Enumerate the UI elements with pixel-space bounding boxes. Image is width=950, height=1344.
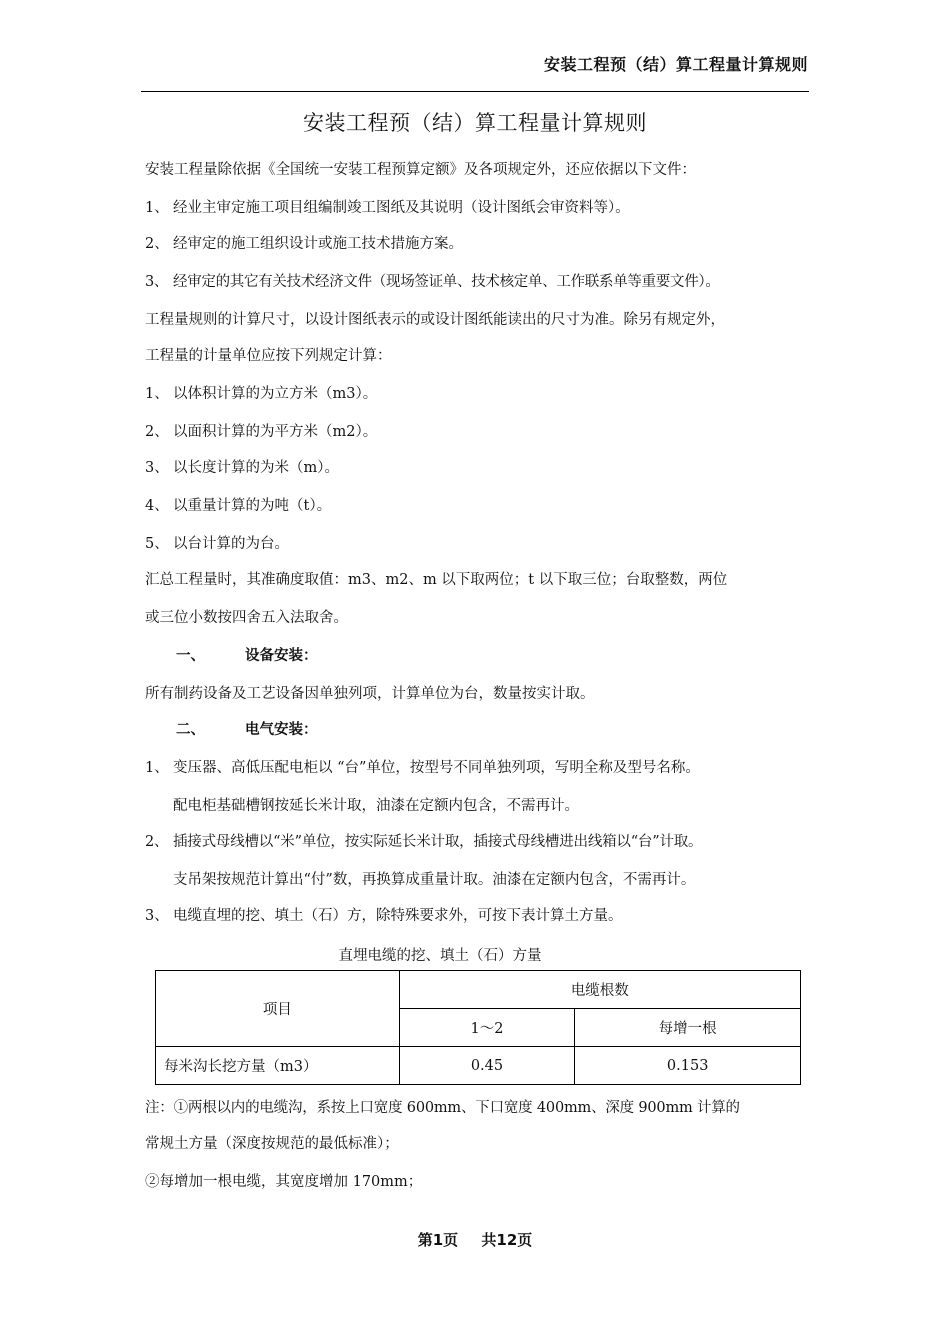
list-text: 以面积计算的为平方米（m2）。 [173,424,378,440]
list-number: 5、 [145,536,169,552]
list-text: 变压器、高低压配电柜以 “台”单位，按型号不同单独列项，写明全称及型号名称。 [173,760,700,776]
list-number: 2、 [145,236,169,252]
table-header-item: 项目 [156,971,400,1047]
list-item [145,272,720,292]
list-number: 3、 [145,908,169,924]
list-text: 经审定的施工组织设计或施工技术措施方案。 [173,236,463,252]
list-text: 经审定的其它有关技术经济文件（现场签证单、技术核定单、工作联系单等重要文件）。 [173,274,720,290]
header-divider [141,91,809,92]
section-heading: 电气安装： [245,722,318,738]
table-header-group: 电缆根数 [399,971,800,1009]
table-row [156,1047,801,1085]
section-heading: 设备安装： [245,648,318,664]
unit-item [145,534,289,554]
page-footer [0,1229,950,1250]
unit-item [145,458,339,478]
list-number: 2、 [145,424,169,440]
list-text: 经业主审定施工项目组编制竣工图纸及其说明（设计图纸会审资料等）。 [173,200,630,216]
section-paragraph: 所有制药设备及工艺设备因单独列项，计算单位为台，数量按实计取。 [145,686,595,702]
list-item [145,758,700,778]
list-number: 3、 [145,460,169,476]
document-title: 安装工程预（结）算工程量计算规则 [303,111,647,135]
table-cell: 0.45 [399,1047,575,1085]
list-item [145,906,623,926]
list-item [145,198,630,218]
list-number: 1、 [145,760,169,776]
unit-item [145,384,377,404]
rules-paragraph: 工程量规则的计算尺寸，以设计图纸表示的或设计图纸能读出的尺寸为准。除另有规定外， [145,312,725,328]
list-number: 1、 [145,200,169,216]
list-item-cont: 支吊架按规范计算出“付”数，再换算成重量计取。油漆在定额内包含，不需再计。 [173,872,696,888]
section-number: 一、 [176,648,205,664]
page-number: 第1页 [417,1231,459,1249]
cable-excavation-table [155,970,801,1085]
unit-item [145,422,377,442]
list-number: 2、 [145,834,169,850]
list-number: 1、 [145,386,169,402]
running-header-title: 安装工程预（结）算工程量计算规则 [543,55,808,74]
table-cell: 0.153 [575,1047,801,1085]
page-total: 共12页 [481,1231,533,1249]
table-subheader: 1～2 [399,1009,575,1047]
table-row-label: 每米沟长挖方量（m3） [156,1047,400,1085]
list-number: 4、 [145,498,169,514]
list-item [145,234,463,254]
table-caption: 直埋电缆的挖、填土（石）方量 [338,948,542,964]
list-item [145,832,702,852]
intro-paragraph: 安装工程量除依据《全国统一安装工程预算定额》及各项规定外，还应依据以下文件： [145,162,696,178]
note-line: ②每增加一根电缆，其宽度增加 170mm； [145,1174,423,1190]
section-number: 二、 [176,722,205,738]
note-line: 注：①两根以内的电缆沟，系按上口宽度 600mm、下口宽度 400mm、深度 900mm 计算的 [145,1100,740,1116]
list-text: 电缆直埋的挖、填土（石）方，除特殊要求外，可按下表计算土方量。 [173,908,623,924]
rules-paragraph-cont: 工程量的计量单位应按下列规定计算： [145,348,392,364]
list-item-cont: 配电柜基础槽钢按延长米计取，油漆在定额内包含，不需再计。 [173,798,579,814]
unit-item [145,496,331,516]
precision-paragraph: 汇总工程量时，其准确度取值：m3、m2、m 以下取两位；t 以下取三位；台取整数，两位 [145,572,728,588]
list-text: 以重量计算的为吨（t）。 [173,498,332,514]
note-line: 常规土方量（深度按规范的最低标准）； [145,1136,399,1152]
list-text: 插接式母线槽以“米”单位，按实际延长米计取，插接式母线槽进出线箱以“台”计取。 [173,834,703,850]
list-text: 以台计算的为台。 [173,536,289,552]
table-header-row [156,971,801,1009]
table-subheader: 每增一根 [575,1009,801,1047]
precision-paragraph-cont: 或三位小数按四舍五入法取舍。 [145,610,348,626]
list-number: 3、 [145,274,169,290]
list-text: 以体积计算的为立方米（m3）。 [173,386,378,402]
list-text: 以长度计算的为米（m）。 [173,460,339,476]
